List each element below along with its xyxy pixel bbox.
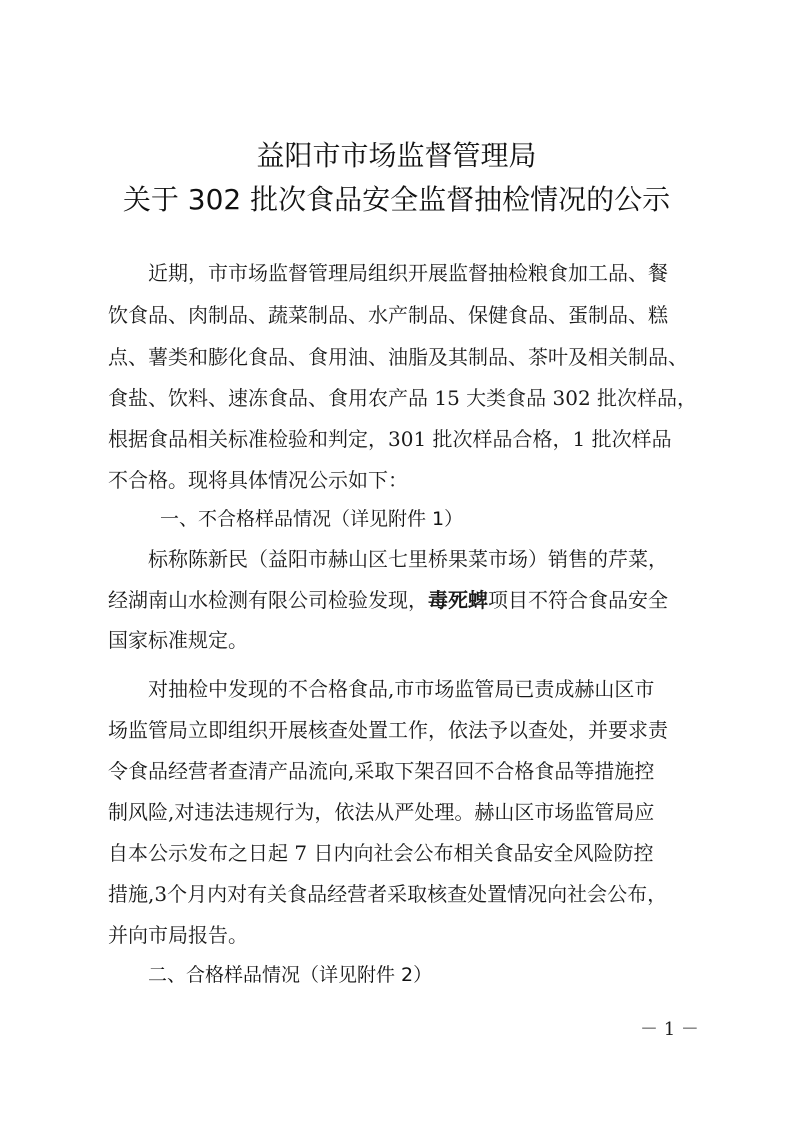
section1-para1-line: [108, 587, 668, 613]
intro-line: 饮食品、肉制品、蔬菜制品、水产制品、保健食品、蛋制品、糕: [108, 303, 668, 327]
section1-heading: 一、不合格样品情况（详见附件 1）: [160, 508, 464, 530]
page-number: － 1 －: [640, 1019, 699, 1040]
intro-line: 不合格。现将具体情况公示如下：: [108, 468, 408, 492]
intro-line: 点、薯类和膨化食品、食用油、油脂及其制品、茶叶及相关制品、: [108, 345, 688, 369]
section1-para2-line: 对抽检中发现的不合格食品,市市场监管局已责成赫山区市: [148, 677, 655, 701]
failed-item-highlight: 毒死蜱: [428, 588, 488, 612]
intro-line: 近期，市市场监督管理局组织开展监督抽检粮食加工品、餐: [148, 261, 668, 285]
section1-para2-line: 场监管局立即组织开展核查处置工作，依法予以查处，并要求责: [108, 718, 668, 742]
section1-para2-line: 措施,3个月内对有关食品经营者采取核查处置情况向社会公布，: [108, 882, 668, 906]
intro-line: 根据食品相关标准检验和判定，301 批次样品合格，1 批次样品: [108, 427, 672, 451]
intro-line: 食盐、饮料、速冻食品、食用农产品 15 大类食品 302 批次样品，: [108, 386, 698, 410]
section1-para2-line: 令食品经营者查清产品流向,采取下架召回不合格食品等措施控: [108, 759, 655, 783]
finding-text-before: 经湖南山水检测有限公司检验发现，: [108, 588, 428, 612]
section1-para2-line: 自本公示发布之日起 7 日内向社会公布相关食品安全风险防控: [108, 841, 654, 865]
section2-heading: 二、合格样品情况（详见附件 2）: [148, 964, 433, 986]
section1-para2-line: 制风险,对违法违规行为，依法从严处理。赫山区市场监管局应: [108, 800, 655, 824]
section1-para2-line: 并向市局报告。: [108, 923, 248, 947]
document-title-line2: 关于 302 批次食品安全监督抽检情况的公示: [122, 183, 671, 216]
section1-para1-line: 国家标准规定。: [108, 628, 248, 652]
document-title-line1: 益阳市市场监督管理局: [256, 139, 537, 172]
finding-text-after: 项目不符合食品安全: [488, 588, 668, 612]
section1-para1-line: 标称陈新民（益阳市赫山区七里桥果菜市场）销售的芹菜，: [148, 547, 668, 571]
